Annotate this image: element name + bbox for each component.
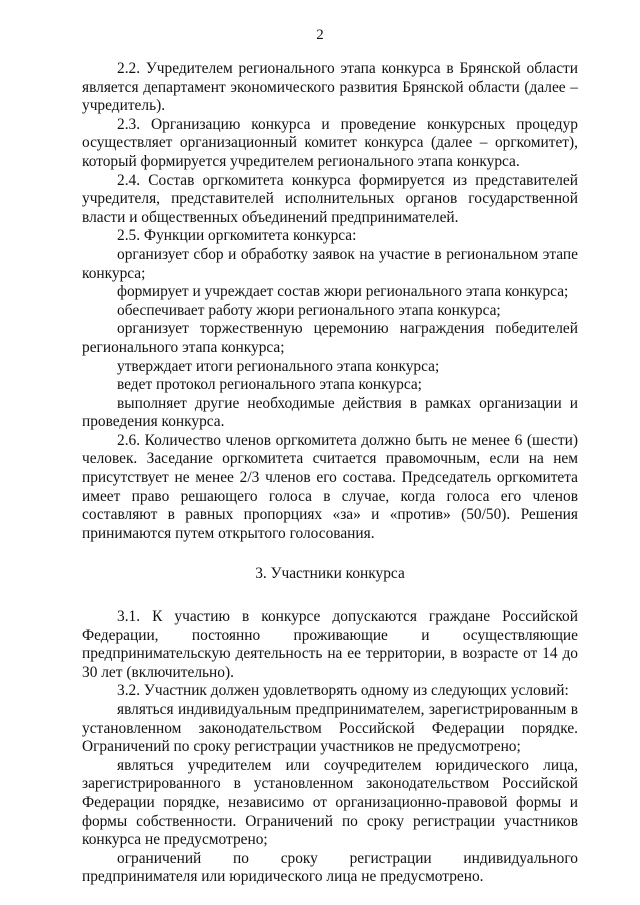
- condition-item: являться учредителем или соучредителем юридического лица, зарегистрированного в установленном законодательством Российской Федерации порядке, независимо от организационно-правовой формы и формы собственности. Ограничений по сроку регистрации участников конкурса не предусмотрено;: [82, 756, 578, 849]
- function-item: выполняет другие необходимые действия в рамках организации и проведения конкурса.: [82, 394, 578, 431]
- page-number: 2: [316, 27, 324, 43]
- function-item: организует торжественную церемонию награждения победителей регионального этапа конкурса;: [82, 320, 578, 356]
- condition-item: являться индивидуальным предпринимателем, зарегистрированным в установленном законодательством Российской Федерации порядке. Ограничений по сроку регистрации участников не предусмотрено;: [82, 701, 578, 756]
- section-heading: 3. Участники конкурса: [255, 565, 405, 583]
- paragraph-2-3: 2.3. Организацию конкурса и проведение конкурсных процедур осуществляет организационный комитет конкурса (далее – оргкомитет), который формируется учредителем регионального этапа конкурса.: [82, 115, 578, 170]
- paragraph-2-6: 2.6. Количество членов оргкомитета должно быть не менее 6 (шести) человек. Заседание оргкомитета считается правомочным, если на нем присутствует не менее 2/3 членов его состава. Председатель оргкомитета имеет право решающего голоса в случае, когда голоса его членов составляют в равных пропорциях «за» и «против» (50/50). Решения принимаются путем открытого голосования.: [82, 431, 578, 542]
- function-item: организует сбор и обработку заявок на участие в региональном этапе конкурса;: [82, 245, 578, 282]
- function-item: утверждает итоги регионального этапа конкурса;: [117, 357, 440, 375]
- function-item: обеспечивает работу жюри регионального этапа конкурса;: [117, 301, 501, 319]
- function-item: ведет протокол регионального этапа конкурса;: [117, 376, 422, 394]
- paragraph-3-1: 3.1. К участию в конкурсе допускаются граждане Российской Федерации, постоянно проживающие и осуществляющие предпринимательскую деятельность на ее территории, в возрасте от 14 до 30 лет (включительно).: [82, 608, 578, 681]
- document-body: [82, 60, 578, 887]
- paragraph-2-5: 2.5. Функции оргкомитета конкурса:: [117, 227, 357, 245]
- paragraph-2-4: 2.4. Состав оргкомитета конкурса формируется из представителей учредителя, представителей исполнительных органов государственной власти и общественных объединений предпринимателей.: [82, 171, 578, 226]
- function-item: формирует и учреждает состав жюри регионального этапа конкурса;: [117, 283, 569, 301]
- paragraph-3-2: 3.2. Участник должен удовлетворять одному из следующих условий:: [117, 682, 569, 700]
- paragraph-2-2: 2.2. Учредителем регионального этапа конкурса в Брянской области является департамент экономического развития Брянской области (далее – учредитель).: [82, 60, 578, 115]
- condition-item: ограничений по сроку регистрации индивидуального предпринимателя или юридического лица не предусмотрено.: [82, 849, 578, 886]
